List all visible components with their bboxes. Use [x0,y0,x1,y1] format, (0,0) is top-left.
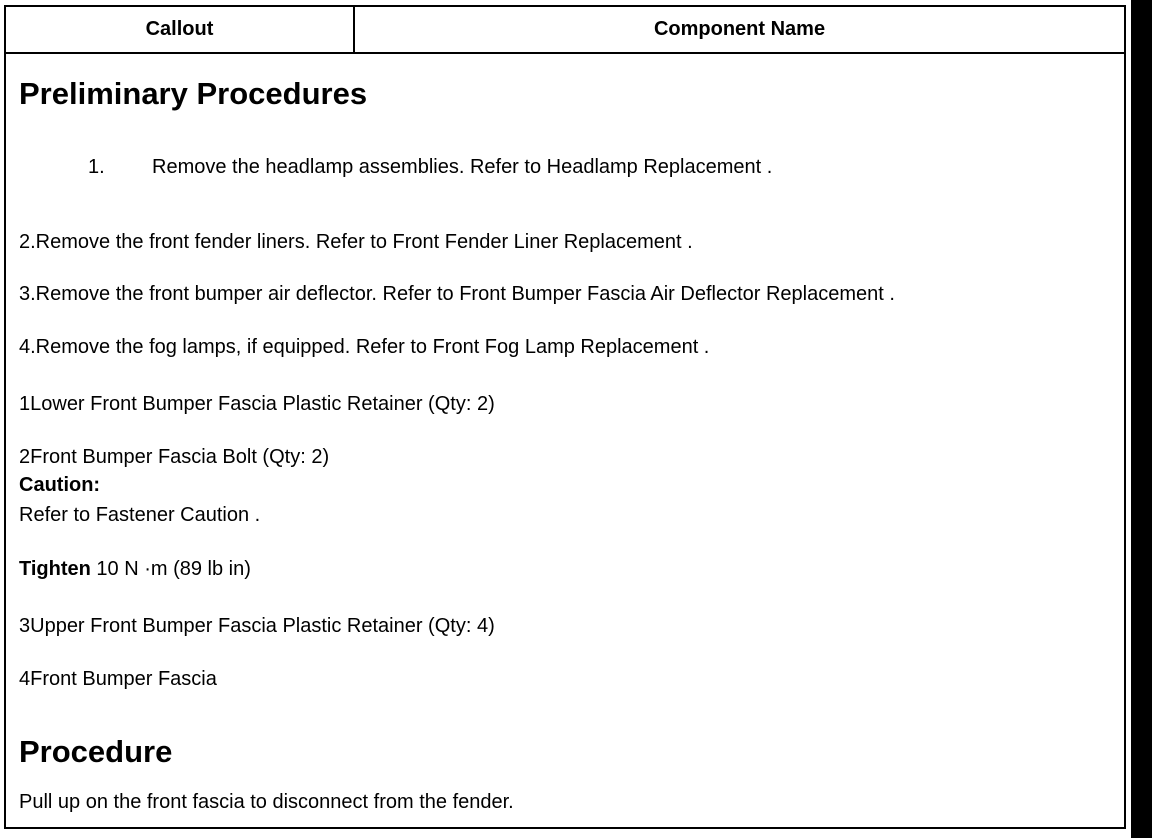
component-item-1: 1Lower Front Bumper Fascia Plastic Retainer (Qty: 2) [19,393,495,415]
step-1-number: 1. [88,156,105,178]
component-item-4: 4Front Bumper Fascia [19,668,217,690]
caution-label: Caution: [19,474,101,496]
header-callout: Callout [6,7,355,52]
step-4: 4.Remove the fog lamps, if equipped. Refer to Front Fog Lamp Replacement . [19,336,710,358]
tighten-label: Tighten [19,558,91,580]
caution-text: Refer to Fastener Caution . [19,504,261,526]
step-2: 2.Remove the front fender liners. Refer to Front Fender Liner Replacement . [19,231,693,253]
table-header-row [6,7,1124,54]
header-component-name: Component Name [653,18,826,40]
procedure-text: Pull up on the front fascia to disconnect from the fender. [19,791,514,813]
preliminary-procedures-heading: Preliminary Procedures [19,76,368,111]
document-table [4,5,1126,829]
step-1 [88,157,772,177]
step-1-text: Remove the headlamp assemblies. Refer to Headlamp Replacement . [152,156,773,178]
tighten-spec [19,559,251,579]
procedure-heading: Procedure [19,734,173,769]
right-edge-bar [1131,0,1152,838]
step-3: 3.Remove the front bumper air deflector. Refer to Front Bumper Fascia Air Deflector Replacement . [19,283,895,305]
component-item-3: 3Upper Front Bumper Fascia Plastic Retainer (Qty: 4) [19,615,495,637]
tighten-value: 10 N ·m (89 lb in) [90,558,251,580]
component-item-2: 2Front Bumper Fascia Bolt (Qty: 2) [19,446,330,468]
